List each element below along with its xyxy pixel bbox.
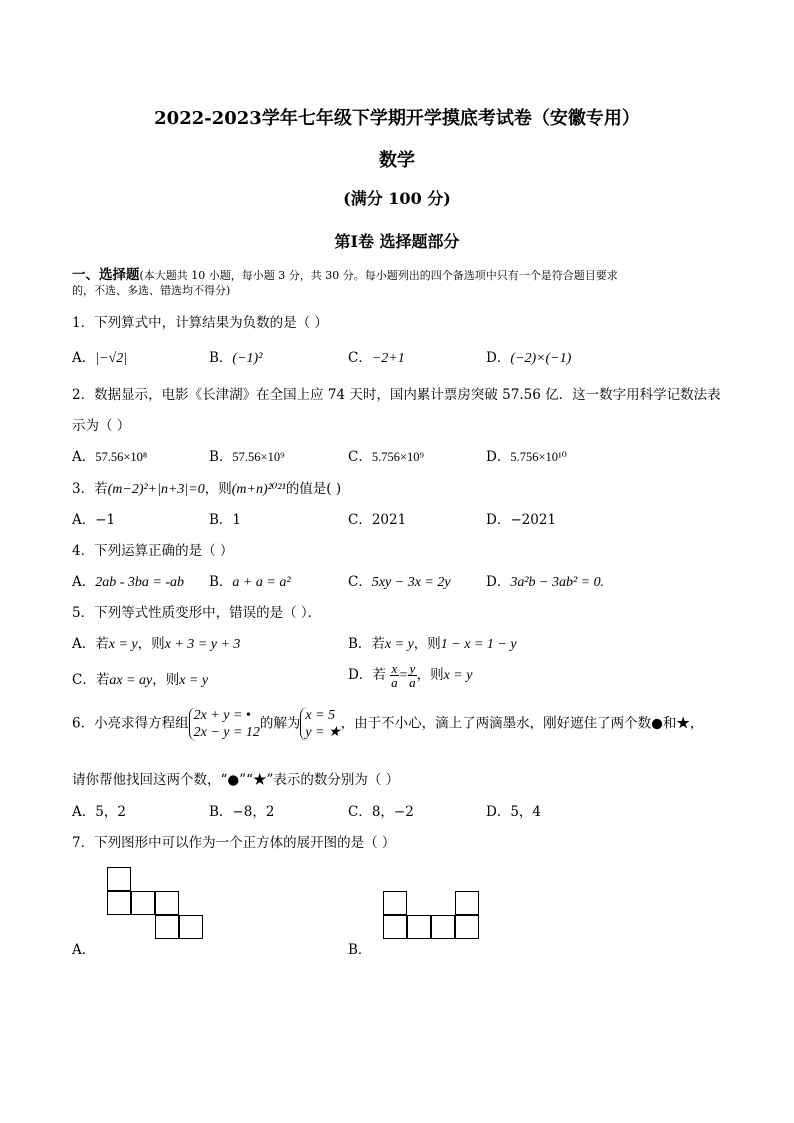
fraction-numerator: x xyxy=(391,661,398,676)
q6-option-c: C．8，−2 xyxy=(348,804,414,820)
q3-stem-post: 的值是( ) xyxy=(285,481,342,497)
q4-option-d xyxy=(486,570,604,591)
fraction-y-over-a xyxy=(408,662,417,689)
option-math: 5.756×10¹⁰ xyxy=(510,450,567,464)
q5-option-d xyxy=(348,662,472,689)
q3-option-b: B．1 xyxy=(209,512,242,528)
q1-option-d xyxy=(486,346,571,367)
equation-1: 2x + y = • xyxy=(193,708,251,723)
option-math: 57.56×10⁸ xyxy=(95,450,148,464)
solution-y: y = ★ xyxy=(305,725,341,740)
q1-option-b xyxy=(209,346,262,367)
option-math: 3a²b − 3ab² = 0. xyxy=(510,575,605,590)
q3-expression: (m+n)²⁰²¹ xyxy=(231,482,286,497)
option-connector: ，则 xyxy=(416,667,444,683)
option-math: 57.56×10⁹ xyxy=(232,450,285,464)
fraction-denominator: a xyxy=(391,675,398,690)
option-label: C． xyxy=(348,350,372,366)
q3-option-a: A．−1 xyxy=(72,512,116,528)
question-6-stem xyxy=(72,707,703,741)
option-label: B．若 xyxy=(348,636,385,652)
question-2-stem-line2: 示为（ ） xyxy=(72,418,131,434)
q3-stem-mid: ，则 xyxy=(204,481,232,497)
net-square xyxy=(155,915,179,939)
q4-option-c xyxy=(348,570,451,591)
option-math-result: 1 − x = 1 − y xyxy=(440,637,517,652)
option-label: A．若 xyxy=(72,636,109,652)
q3-condition: (m−2)²+|n+3|=0 xyxy=(107,482,205,497)
net-square xyxy=(383,915,407,939)
q7-option-b-label: B． xyxy=(348,942,372,958)
q1-option-c xyxy=(348,346,405,367)
q6-stem-mid: 的解为 xyxy=(259,715,301,732)
option-math-condition: ax = ay xyxy=(109,673,153,688)
option-label: C． xyxy=(348,449,372,465)
question-2-stem-line1: 2．数据显示，电影《长津湖》在全国上应 74 天时，国内累计票房突破 57.56 亿．这一数字用科学记数法表 xyxy=(72,387,721,403)
question-3-stem xyxy=(72,477,341,498)
q5-option-b xyxy=(348,632,517,653)
q3-stem-pre: 3．若 xyxy=(72,481,108,497)
option-label: D．若 xyxy=(348,667,386,683)
option-label: D． xyxy=(486,350,511,366)
question-7-stem: 7．下列图形中可以作为一个正方体的展开图的是（ ） xyxy=(72,835,396,851)
q1-option-a xyxy=(72,346,127,367)
equation-system xyxy=(189,707,260,741)
option-math: 5xy − 3x = 2y xyxy=(371,575,451,590)
option-label: C． xyxy=(348,574,372,590)
question-4-stem: 4．下列运算正确的是（ ） xyxy=(72,543,234,559)
q6-stem-post: ，由于不小心，滴上了两滴墨水，刚好遮住了两个数●和★， xyxy=(340,715,704,732)
option-math: a + a = a² xyxy=(232,575,291,590)
net-square xyxy=(179,915,203,939)
section-heading-label: 一、选择题 xyxy=(72,267,140,283)
net-square xyxy=(407,915,431,939)
q6-stem-pre: 6．小亮求得方程组 xyxy=(72,715,189,732)
option-math-condition: x = y xyxy=(384,637,414,652)
q3-option-d: D．−2021 xyxy=(486,512,556,528)
net-square xyxy=(131,891,155,915)
option-label: C．若 xyxy=(72,672,110,688)
subject-title: 数学 xyxy=(379,150,415,171)
option-label: D． xyxy=(486,449,511,465)
net-square xyxy=(107,867,131,891)
option-math-result: x = y xyxy=(443,668,473,683)
option-math: 2ab - 3ba = -ab xyxy=(95,575,185,590)
option-label: A． xyxy=(72,449,96,465)
option-math-condition: x = y xyxy=(108,637,138,652)
net-square xyxy=(107,891,131,915)
net-square xyxy=(455,891,479,915)
option-connector: ，则 xyxy=(152,672,180,688)
q4-option-b xyxy=(209,570,291,591)
option-label: A． xyxy=(72,350,96,366)
full-score: (满分 100 分) xyxy=(343,189,451,208)
question-1-stem: 1．下列算式中，计算结果为负数的是（ ） xyxy=(72,315,328,331)
q2-option-b xyxy=(209,445,284,465)
option-math-result: x = y xyxy=(179,673,209,688)
q2-option-a xyxy=(72,445,147,465)
option-label: B． xyxy=(209,574,233,590)
cube-net-a xyxy=(107,867,207,942)
q6-option-b: B．−8，2 xyxy=(209,804,275,820)
q7-option-a-label: A． xyxy=(72,942,96,958)
solution-x: x = 5 xyxy=(305,708,336,723)
question-5-stem: 5．下列等式性质变形中，错误的是（ ）． xyxy=(72,605,322,621)
q5-option-c xyxy=(72,668,208,689)
option-label: B． xyxy=(209,350,233,366)
equation-2: 2x − y = 12 xyxy=(193,725,260,740)
section-note-line1: (本大题共 10 小题，每小题 3 分，共 30 分。每小题列出的四个备选项中只有一个是符合题目要求 xyxy=(139,269,618,282)
option-math-result: x + 3 = y + 3 xyxy=(164,637,241,652)
q4-option-a xyxy=(72,570,184,591)
option-label: A． xyxy=(72,574,96,590)
solution-system xyxy=(300,707,340,741)
fraction-x-over-a xyxy=(390,662,399,689)
exam-title: 2022-2023学年七年级下学期开学摸底考试卷（安徽专用） xyxy=(154,108,640,129)
equals-sign: = xyxy=(398,668,409,683)
option-math: (−2)×(−1) xyxy=(510,351,572,366)
net-square xyxy=(431,915,455,939)
option-math: 5.756×10⁹ xyxy=(371,450,424,464)
q2-option-d xyxy=(486,445,567,465)
option-connector: ，则 xyxy=(137,636,165,652)
q6-option-d: D．5，4 xyxy=(486,804,542,820)
question-6-stem-line2: 请你帮他找回这两个数，“●”“★”表示的数分别为（ ） xyxy=(72,772,400,788)
net-square xyxy=(155,891,179,915)
q3-option-c: C．2021 xyxy=(348,512,407,528)
option-connector: ，则 xyxy=(413,636,441,652)
q5-option-a xyxy=(72,632,240,653)
q2-option-c xyxy=(348,445,424,465)
net-square xyxy=(455,915,479,939)
part-title: 第Ⅰ卷 选择题部分 xyxy=(334,232,460,251)
fraction-numerator: y xyxy=(409,661,416,676)
option-math: −2+1 xyxy=(371,351,405,366)
cube-net-b xyxy=(383,891,483,941)
option-label: B． xyxy=(209,449,233,465)
q6-option-a: A．5，2 xyxy=(72,804,126,820)
section-note-line2: 的，不选、多选、错选均不得分) xyxy=(72,284,231,297)
option-label: D． xyxy=(486,574,511,590)
option-math: (−1)² xyxy=(232,351,263,366)
fraction-denominator: a xyxy=(409,675,416,690)
net-square xyxy=(383,891,407,915)
option-math: |−√2| xyxy=(95,351,128,366)
